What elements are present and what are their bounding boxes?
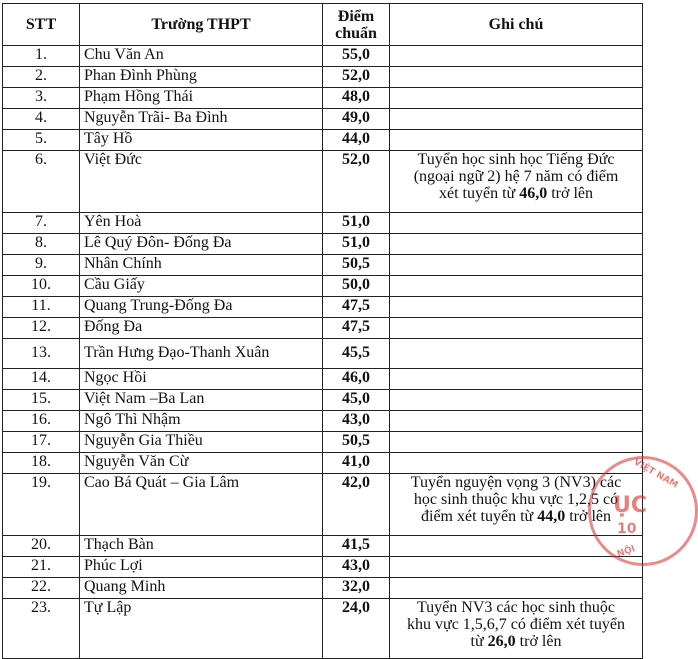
table-row	[3, 390, 643, 411]
table-row	[3, 130, 643, 151]
stt-cell: 17.	[3, 432, 80, 453]
note-cell	[390, 339, 643, 369]
note-text: trở lên	[515, 633, 562, 650]
note-cell	[390, 276, 643, 297]
note-cell	[390, 599, 643, 659]
note-cell	[390, 130, 643, 151]
school-cell: Đống Đa	[80, 318, 323, 339]
table-row	[3, 432, 643, 453]
score-cell: 43,0	[323, 557, 390, 578]
score-cell: 52,0	[323, 67, 390, 88]
score-cell: 45,0	[323, 390, 390, 411]
note-cell	[390, 474, 643, 536]
school-cell: Tự Lập	[80, 599, 323, 659]
note-text: từ	[470, 633, 488, 650]
score-cell: 43,0	[323, 411, 390, 432]
note-cell	[390, 213, 643, 234]
stt-cell: 7.	[3, 213, 80, 234]
score-cell: 51,0	[323, 213, 390, 234]
table-row	[3, 213, 643, 234]
school-cell: Phúc Lợi	[80, 557, 323, 578]
header-score-line1: Điểm	[337, 7, 375, 25]
note-cell	[390, 453, 643, 474]
school-cell: Cao Bá Quát – Gia Lâm	[80, 474, 323, 536]
note-cell	[390, 109, 643, 130]
score-cell: 47,5	[323, 297, 390, 318]
table-row	[3, 151, 643, 213]
school-cell: Nguyễn Gia Thiều	[80, 432, 323, 453]
school-cell: Phan Đình Phùng	[80, 67, 323, 88]
table-row	[3, 474, 643, 536]
header-school: Trường THPT	[80, 4, 323, 46]
note-cell	[390, 578, 643, 599]
stt-cell: 18.	[3, 453, 80, 474]
stt-cell: 16.	[3, 411, 80, 432]
stt-cell: 5.	[3, 130, 80, 151]
note-score: 46,0	[519, 185, 548, 202]
school-cell: Quang Minh	[80, 578, 323, 599]
school-cell: Ngọc Hồi	[80, 369, 323, 390]
note-cell	[390, 46, 643, 67]
table-row	[3, 453, 643, 474]
stt-cell: 19.	[3, 474, 80, 536]
admission-score-table	[2, 3, 643, 659]
note-cell	[390, 536, 643, 557]
note-cell	[390, 432, 643, 453]
school-cell: Việt Đức	[80, 151, 323, 213]
note-cell	[390, 255, 643, 276]
table-row	[3, 599, 643, 659]
stt-cell: 3.	[3, 88, 80, 109]
seal-text-mid: ỤC	[613, 493, 648, 518]
score-cell: 44,0	[323, 130, 390, 151]
school-cell: Trần Hưng Đạo-Thanh Xuân	[80, 339, 323, 369]
score-cell: 55,0	[323, 46, 390, 67]
header-score-line2: chuẩn	[335, 24, 377, 42]
stt-cell: 20.	[3, 536, 80, 557]
stt-cell: 6.	[3, 151, 80, 213]
note-cell	[390, 234, 643, 255]
stt-cell: 4.	[3, 109, 80, 130]
score-cell: 47,5	[323, 318, 390, 339]
stt-cell: 22.	[3, 578, 80, 599]
school-cell: Lê Quý Đôn- Đống Đa	[80, 234, 323, 255]
note-text: điểm xét tuyển từ	[421, 508, 538, 525]
note-cell	[390, 151, 643, 213]
table-row	[3, 46, 643, 67]
score-cell: 24,0	[323, 599, 390, 659]
stt-cell: 15.	[3, 390, 80, 411]
note-line: Tuyển NV3 các học sinh thuộc	[416, 599, 616, 616]
table-row	[3, 557, 643, 578]
score-cell: 50,5	[323, 432, 390, 453]
note-line	[394, 508, 638, 525]
note-cell	[390, 411, 643, 432]
stt-cell: 12.	[3, 318, 80, 339]
score-cell: 50,0	[323, 276, 390, 297]
stt-cell: 10.	[3, 276, 80, 297]
school-cell: Quang Trung-Đống Đa	[80, 297, 323, 318]
stt-cell: 2.	[3, 67, 80, 88]
score-cell: 49,0	[323, 109, 390, 130]
table-row	[3, 339, 643, 369]
table-row	[3, 578, 643, 599]
header-stt: STT	[3, 4, 80, 46]
note-cell	[390, 390, 643, 411]
stt-cell: 13.	[3, 339, 80, 369]
table-row	[3, 67, 643, 88]
table-row	[3, 109, 643, 130]
stt-cell: 8.	[3, 234, 80, 255]
note-cell	[390, 88, 643, 109]
note-text: trở lên	[547, 185, 593, 202]
header-row	[3, 4, 643, 46]
table-row	[3, 234, 643, 255]
seal-text-top: VIỆT NAM	[631, 457, 680, 491]
note-text: trở lên	[565, 508, 611, 525]
stt-cell: 14.	[3, 369, 80, 390]
score-cell: 42,0	[323, 474, 390, 536]
note-cell	[390, 297, 643, 318]
score-cell: 41,5	[323, 536, 390, 557]
school-cell: Chu Văn An	[80, 46, 323, 67]
header-score	[323, 4, 390, 46]
school-cell: Phạm Hồng Thái	[80, 88, 323, 109]
note-line: học sinh thuộc khu vực 1,2,5 có	[413, 491, 619, 508]
table-row	[3, 276, 643, 297]
score-cell: 46,0	[323, 369, 390, 390]
stt-cell: 21.	[3, 557, 80, 578]
note-line: Tuyển học sinh học Tiếng Đức	[417, 151, 615, 168]
score-cell: 50,5	[323, 255, 390, 276]
table-row	[3, 255, 643, 276]
score-cell: 45,5	[323, 339, 390, 369]
table-row	[3, 88, 643, 109]
school-cell: Nhân Chính	[80, 255, 323, 276]
table-row	[3, 297, 643, 318]
note-cell	[390, 67, 643, 88]
note-cell	[390, 318, 643, 339]
note-line: khu vực 1,5,6,7 có điểm xét tuyển	[407, 616, 625, 633]
table-row	[3, 411, 643, 432]
note-line	[394, 185, 638, 202]
note-cell	[390, 369, 643, 390]
school-cell: Việt Nam –Ba Lan	[80, 390, 323, 411]
note-line	[394, 633, 638, 650]
school-cell: Ngô Thì Nhậm	[80, 411, 323, 432]
score-cell: 51,0	[323, 234, 390, 255]
note-cell	[390, 557, 643, 578]
school-cell: Yên Hoà	[80, 213, 323, 234]
table-row	[3, 318, 643, 339]
score-cell: 32,0	[323, 578, 390, 599]
school-cell: Tây Hồ	[80, 130, 323, 151]
school-cell: Nguyễn Trãi- Ba Đình	[80, 109, 323, 130]
table-row	[3, 536, 643, 557]
score-cell: 52,0	[323, 151, 390, 213]
school-cell: Cầu Giấy	[80, 276, 323, 297]
note-score: 26,0	[487, 633, 516, 650]
seal-text-bottom: NỘI	[615, 544, 637, 560]
seal-text-num: 10	[617, 521, 637, 537]
score-cell: 48,0	[323, 88, 390, 109]
score-cell: 41,0	[323, 453, 390, 474]
note-line: (ngoại ngữ 2) hệ 7 năm có điểm	[413, 168, 619, 185]
note-score: 44,0	[537, 508, 566, 525]
note-text: xét tuyển từ	[439, 185, 520, 202]
stt-cell: 1.	[3, 46, 80, 67]
school-cell: Thạch Bàn	[80, 536, 323, 557]
school-cell: Nguyễn Văn Cừ	[80, 453, 323, 474]
stt-cell: 11.	[3, 297, 80, 318]
note-line: Tuyển nguyện vọng 3 (NV3) các	[410, 474, 622, 491]
stt-cell: 23.	[3, 599, 80, 659]
table-row	[3, 369, 643, 390]
stt-cell: 9.	[3, 255, 80, 276]
header-note: Ghi chú	[390, 4, 643, 46]
